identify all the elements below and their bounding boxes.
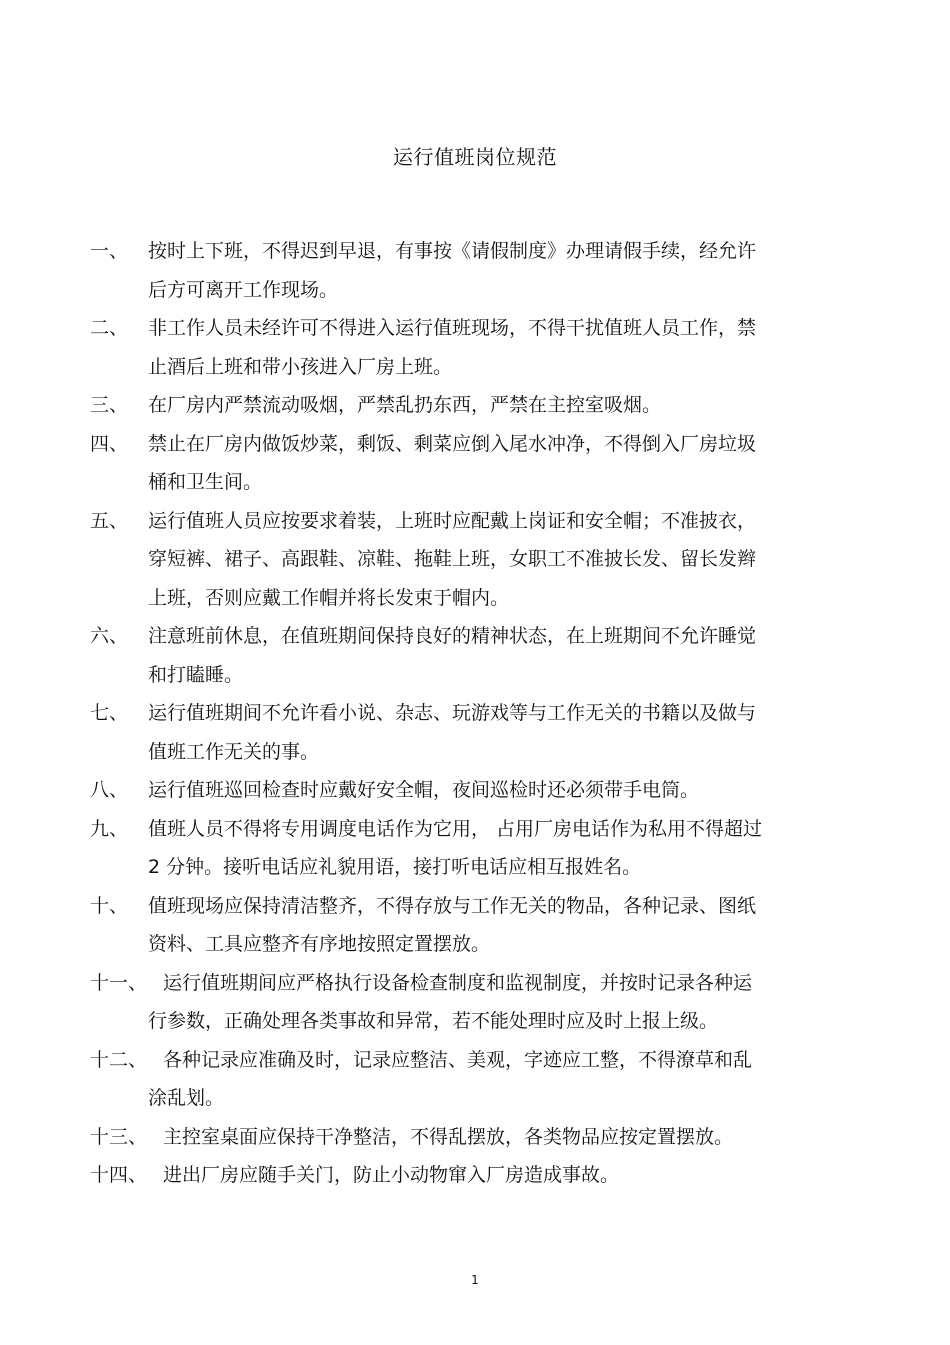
clause-line: 止酒后上班和带小孩进入厂房上班。	[148, 355, 453, 378]
list-item	[90, 1041, 850, 1118]
list-item	[90, 502, 850, 618]
clause-line: 涂乱划。	[148, 1087, 225, 1109]
list-item	[90, 232, 850, 309]
clause-line: 运行值班期间应严格执行设备检查制度和监视制度，并按时记录各种运	[163, 971, 753, 994]
clause-text	[148, 386, 850, 425]
clause-line: 非工作人员未经许可不得进入运行值班现场，不得干扰值班人员工作，禁	[148, 317, 757, 339]
clause-number: 七、	[90, 702, 129, 724]
clause-number: 三、	[90, 394, 129, 416]
clause-line: 进出厂房应随手关门，防止小动物窜入厂房造成事故。	[163, 1164, 620, 1186]
clause-line: 和打瞌睡。	[148, 663, 244, 686]
clause-line: 按时上下班，不得迟到早退，有事按《请假制度》办理请假手续，经允许	[148, 240, 757, 262]
list-item	[90, 386, 850, 425]
clause-line: 主控室桌面应保持干净整洁，不得乱摆放，各类物品应按定置摆放。	[163, 1125, 734, 1148]
clause-line: 资料、工具应整齐有序地按照定置摆放。	[148, 933, 491, 955]
clause-line: 穿短裤、裙子、高跟鞋、凉鞋、拖鞋上班，女职工不准披长发、留长发辫	[148, 548, 757, 570]
clause-number: 四、	[90, 432, 129, 455]
clause-line: 2 分钟。接听电话应礼貌用语，接打听电话应相互报姓名。	[148, 856, 642, 878]
page-number: 1	[471, 1273, 479, 1287]
clause-line: 值班工作无关的事。	[148, 740, 320, 763]
clause-line: 后方可离开工作现场。	[148, 278, 339, 301]
list-item	[90, 887, 850, 964]
clause-number: 十四、	[90, 1164, 148, 1186]
clause-number: 九、	[90, 817, 129, 840]
clause-line: 值班现场应保持清洁整齐，不得存放与工作无关的物品，各种记录、图纸	[148, 894, 757, 917]
clause-number: 十三、	[90, 1125, 148, 1148]
clause-number: 五、	[90, 509, 129, 532]
clause-line: 运行值班人员应按要求着装，上班时应配戴上岗证和安全帽；不准披衣，	[148, 509, 757, 532]
list-item	[90, 1118, 850, 1157]
clause-number: 六、	[90, 625, 129, 647]
clause-text	[148, 1118, 850, 1157]
clause-text	[148, 502, 850, 618]
clause-text	[148, 425, 850, 502]
clause-line: 值班人员不得将专用调度电话作为它用， 占用厂房电话作为私用不得超过	[148, 817, 763, 840]
clause-text	[148, 964, 850, 1041]
clause-text	[148, 771, 850, 810]
clause-line: 各种记录应准确及时，记录应整洁、美观，字迹应工整，不得潦草和乱	[163, 1048, 753, 1071]
list-item	[90, 617, 850, 694]
list-item	[90, 425, 850, 502]
clause-line: 上班，否则应戴工作帽并将长发束于帽内。	[148, 586, 510, 609]
document-title: 运行值班岗位规范	[393, 145, 557, 169]
list-item	[90, 810, 850, 887]
clause-text	[148, 617, 850, 694]
clause-line: 桶和卫生间。	[148, 471, 263, 493]
clause-number: 十二、	[90, 1048, 148, 1071]
clause-line: 在厂房内严禁流动吸烟，严禁乱扔东西，严禁在主控室吸烟。	[148, 394, 662, 416]
clause-text	[148, 309, 850, 386]
list-item	[90, 1156, 850, 1195]
clause-line: 行参数，正确处理各类事故和异常，若不能处理时应及时上报上级。	[148, 1010, 719, 1032]
clause-text	[148, 1156, 850, 1195]
clause-text	[148, 1041, 850, 1118]
clause-line: 运行值班期间不允许看小说、杂志、玩游戏等与工作无关的书籍以及做与	[148, 702, 757, 724]
clause-list	[90, 232, 850, 1195]
list-item	[90, 964, 850, 1041]
clause-text	[148, 887, 850, 964]
clause-number: 一、	[90, 240, 129, 262]
list-item	[90, 771, 850, 810]
clause-line: 注意班前休息，在值班期间保持良好的精神状态，在上班期间不允许睡觉	[148, 625, 757, 647]
list-item	[90, 309, 850, 386]
clause-line: 禁止在厂房内做饭炒菜，剩饭、剩菜应倒入尾水冲净，不得倒入厂房垃圾	[148, 432, 757, 455]
clause-number: 十、	[90, 894, 129, 917]
list-item	[90, 694, 850, 771]
clause-line: 运行值班巡回检查时应戴好安全帽，夜间巡检时还必须带手电筒。	[148, 779, 700, 801]
clause-number: 二、	[90, 317, 129, 339]
clause-number: 十一、	[90, 971, 148, 994]
clause-text	[148, 232, 850, 309]
clause-number: 八、	[90, 779, 129, 801]
clause-text	[148, 810, 850, 887]
clause-text	[148, 694, 850, 771]
